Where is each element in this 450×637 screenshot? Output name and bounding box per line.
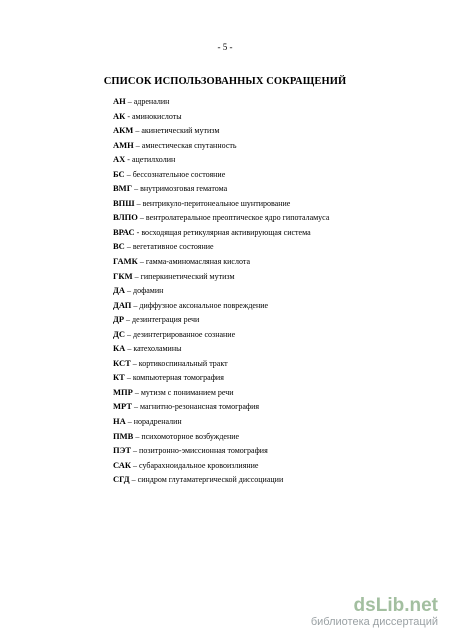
abbreviation-term: АМН	[113, 139, 134, 150]
abbreviation-separator: –	[134, 402, 138, 412]
abbreviation-separator: –	[127, 97, 132, 106]
abbreviation-definition: гамма-аминомасляная кислота	[145, 257, 250, 267]
abbreviation-definition: дофамин	[133, 286, 164, 296]
abbreviation-separator: –	[127, 417, 132, 427]
abbreviation-item	[113, 254, 433, 269]
abbreviation-separator: –	[126, 315, 131, 325]
watermark-subtitle: библиотека диссертаций	[310, 616, 438, 628]
abbreviation-term: НА	[113, 416, 126, 427]
abbreviation-term: ГАМК	[113, 256, 138, 267]
abbreviation-separator: -	[127, 111, 130, 121]
abbreviation-term: ПМВ	[113, 430, 134, 441]
abbreviation-item	[113, 210, 433, 225]
abbreviation-item	[113, 472, 433, 487]
abbreviation-definition: субарахноидальное кровоизлияние	[139, 460, 259, 470]
abbreviation-separator: –	[127, 344, 132, 354]
abbreviation-separator: –	[139, 257, 144, 267]
abbreviation-definition: акинетический мутизм	[141, 126, 220, 136]
abbreviation-definition: магнитно-резонансная томография	[140, 402, 260, 412]
abbreviation-term: ВС	[113, 241, 125, 252]
abbreviation-definition: восходящая ретикулярная активирующая система	[141, 227, 311, 237]
abbreviation-definition: вегетативное состояние	[132, 242, 214, 252]
abbreviation-item	[113, 196, 433, 211]
abbreviation-definition: внутримозговая гематома	[140, 184, 228, 194]
abbreviation-term: ВРАС	[113, 226, 135, 237]
abbreviation-list	[113, 94, 433, 487]
abbreviation-separator: -	[127, 155, 130, 165]
abbreviation-item	[113, 239, 433, 254]
abbreviation-definition: амнестическая спутанность	[141, 140, 237, 150]
abbreviation-separator: –	[133, 460, 138, 470]
abbreviation-item	[113, 443, 433, 458]
watermark-logo: dsLib.net	[353, 595, 438, 616]
abbreviation-item	[113, 399, 433, 414]
abbreviation-term: СГД	[113, 474, 130, 485]
abbreviation-item	[113, 356, 433, 371]
abbreviation-separator: –	[127, 329, 131, 339]
abbreviation-definition: гиперкинетический мутизм	[140, 271, 235, 281]
abbreviation-separator: –	[134, 387, 139, 397]
abbreviation-item	[113, 429, 433, 444]
abbreviation-separator: –	[135, 431, 140, 441]
abbreviation-item	[113, 283, 433, 298]
abbreviation-item	[113, 225, 433, 240]
abbreviation-item	[113, 312, 433, 327]
abbreviation-term: ВПШ	[113, 197, 135, 208]
abbreviation-separator: -	[136, 227, 140, 237]
abbreviation-item	[113, 341, 433, 356]
abbreviation-definition: дезинтегрированное сознание	[133, 329, 236, 339]
abbreviation-definition: мутизм с пониманием речи	[140, 387, 234, 397]
abbreviation-definition: диффузное аксональное повреждение	[139, 300, 269, 310]
page-number: - 5 -	[217, 42, 233, 52]
abbreviation-item	[113, 385, 433, 400]
abbreviation-item	[113, 152, 433, 167]
abbreviation-term: КСТ	[113, 357, 131, 368]
watermark	[311, 596, 438, 629]
abbreviation-definition: норадреналин	[133, 417, 182, 427]
abbreviation-term: ДАП	[113, 299, 132, 310]
abbreviation-term: ДР	[113, 314, 125, 325]
abbreviation-term: КА	[113, 343, 126, 354]
abbreviation-term: ДА	[113, 285, 125, 296]
abbreviation-item	[113, 414, 433, 429]
abbreviation-definition: синдром глутаматергической диссоциации	[137, 475, 284, 485]
abbreviation-item	[113, 109, 433, 124]
abbreviation-item	[113, 298, 433, 313]
abbreviation-definition: адреналин	[133, 97, 170, 106]
abbreviation-term: АК	[113, 110, 126, 121]
abbreviation-term: ДС	[113, 328, 125, 339]
abbreviation-definition: вентролатеральное преоптическое ядро гипоталамуса	[145, 213, 330, 223]
abbreviation-item	[113, 370, 433, 385]
abbreviation-item	[113, 123, 433, 138]
abbreviation-term: МПР	[113, 386, 133, 397]
abbreviation-separator: –	[136, 198, 141, 208]
abbreviation-term: КТ	[113, 372, 125, 383]
abbreviation-definition: бессознательное состояние	[132, 169, 226, 179]
abbreviation-item	[113, 167, 433, 182]
abbreviation-separator: –	[133, 446, 138, 456]
abbreviation-separator: –	[135, 140, 140, 150]
abbreviation-term: МРТ	[113, 401, 132, 412]
abbreviation-term: САК	[113, 459, 132, 470]
abbreviation-separator: –	[134, 271, 139, 281]
abbreviation-separator: –	[131, 475, 136, 485]
abbreviation-separator: –	[126, 373, 131, 383]
abbreviation-definition: кортикоспинальный тракт	[138, 358, 228, 368]
page-title: СПИСОК ИСПОЛЬЗОВАННЫХ СОКРАЩЕНИЙ	[103, 76, 347, 87]
abbreviation-item	[113, 458, 433, 473]
abbreviation-term: ПЭТ	[113, 445, 132, 456]
abbreviation-definition: аминокислоты	[131, 111, 182, 121]
abbreviation-term: ВМГ	[113, 183, 133, 194]
abbreviation-definition: катехоламины	[133, 344, 182, 354]
abbreviation-term: БС	[113, 168, 125, 179]
abbreviation-definition: компьютерная томография	[132, 373, 224, 383]
abbreviation-item	[113, 138, 433, 153]
abbreviation-separator: –	[132, 358, 137, 368]
abbreviation-definition: позитронно-эмиссионная томография	[139, 446, 268, 456]
abbreviation-term: АКМ	[113, 125, 134, 136]
abbreviation-item	[113, 94, 433, 109]
abbreviation-term: ВЛПО	[113, 212, 138, 223]
abbreviation-definition: психомоторное возбуждение	[141, 431, 240, 441]
abbreviation-separator: –	[133, 300, 138, 310]
abbreviation-item	[113, 181, 433, 196]
abbreviation-item	[113, 327, 433, 342]
abbreviation-separator: –	[126, 169, 131, 179]
abbreviation-definition: ацетилхолин	[131, 155, 176, 165]
abbreviation-separator: –	[134, 184, 139, 194]
abbreviation-definition: вентрикуло-перитонеальное шунтирование	[142, 198, 291, 208]
abbreviation-separator: –	[127, 286, 131, 296]
abbreviation-definition: дезинтеграция речи	[132, 315, 200, 325]
abbreviation-separator: –	[126, 242, 131, 252]
abbreviation-item	[113, 269, 433, 284]
abbreviation-term: ГКМ	[113, 270, 133, 281]
abbreviation-separator: –	[135, 126, 140, 136]
abbreviation-term: АХ	[113, 154, 126, 165]
abbreviation-separator: –	[139, 213, 144, 223]
abbreviation-term: АН	[113, 96, 126, 106]
